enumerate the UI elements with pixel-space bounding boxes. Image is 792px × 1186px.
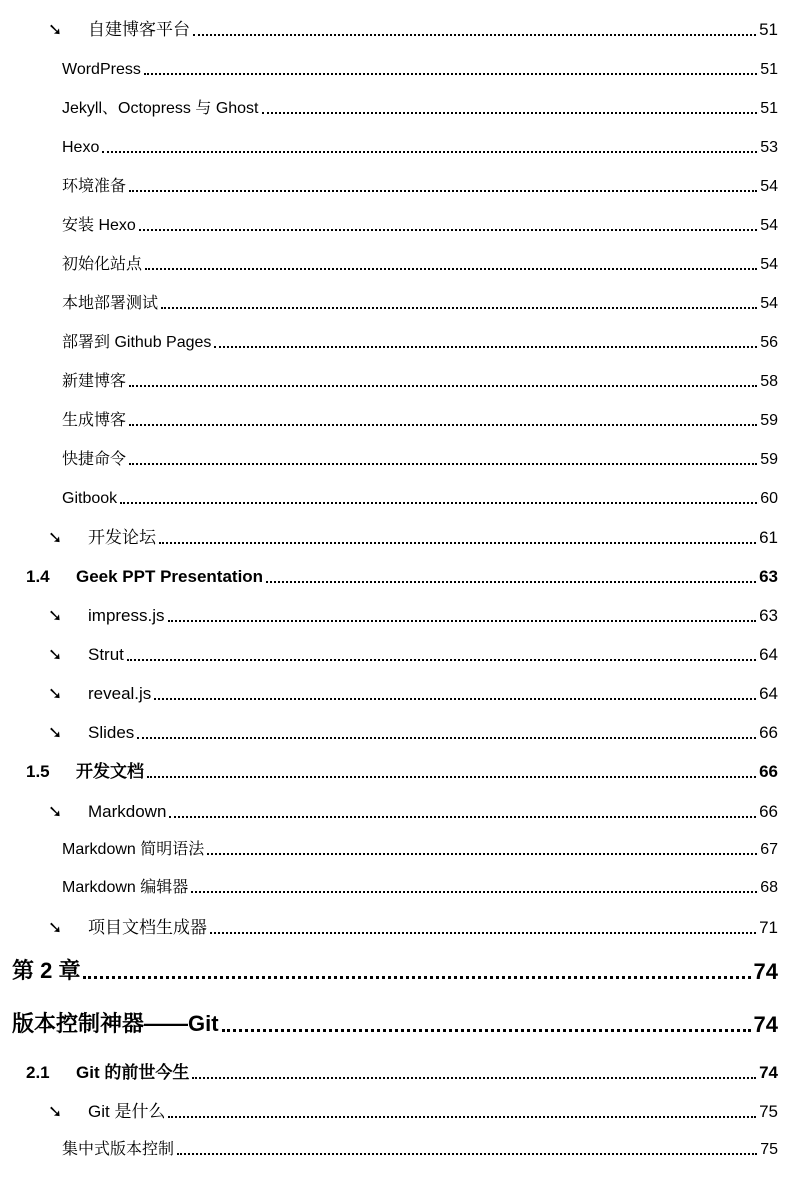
toc-entry[interactable]: [0, 328, 792, 352]
toc-page-number: 75: [760, 1141, 778, 1158]
toc-page-number: 64: [759, 684, 778, 703]
toc-page-number: 54: [760, 217, 778, 234]
toc-page-number: 53: [760, 139, 778, 156]
dot-leader: [129, 463, 757, 465]
toc-entry-title: 初始化站点: [62, 256, 143, 273]
toc-entry-title: 开发文档: [76, 762, 144, 781]
dot-leader: [210, 932, 756, 934]
dot-leader: [154, 698, 756, 700]
toc-entry-title: Strut: [88, 645, 124, 664]
toc-entry-title: 版本控制神器——Git: [12, 1011, 219, 1036]
toc-entry[interactable]: [0, 406, 792, 430]
dot-leader: [168, 1116, 756, 1118]
arrow-bullet-icon: ➘: [48, 802, 63, 821]
toc-entry-title: WordPress: [62, 61, 141, 78]
toc-page-number: 74: [753, 1012, 778, 1037]
toc-page-number: 75: [759, 1102, 778, 1121]
toc-page-number: 74: [753, 959, 778, 984]
toc-entry-title: Hexo: [62, 139, 100, 156]
toc-entry[interactable]: [0, 1006, 792, 1038]
toc-entry[interactable]: [0, 600, 792, 626]
toc-entry[interactable]: [0, 250, 792, 274]
toc-page-number: 60: [760, 490, 778, 507]
toc-page-number: 68: [760, 879, 778, 896]
toc-entry[interactable]: [0, 55, 792, 79]
toc-entry[interactable]: [0, 756, 792, 782]
toc-entry[interactable]: [0, 211, 792, 235]
toc-entry[interactable]: [0, 835, 792, 859]
toc-entry[interactable]: [0, 1057, 792, 1083]
toc-page-number: 66: [759, 723, 778, 742]
toc-entry-title: 第 2 章: [12, 958, 81, 983]
toc-entry[interactable]: [0, 289, 792, 313]
toc-page-number: 71: [759, 918, 778, 937]
dot-leader: [266, 581, 756, 583]
toc-page-number: 51: [760, 61, 778, 78]
toc-entry[interactable]: [0, 912, 792, 938]
toc-entry[interactable]: [0, 639, 792, 665]
toc-entry-title: 环境准备: [62, 178, 127, 195]
dot-leader: [214, 346, 757, 348]
dot-leader: [161, 307, 757, 309]
toc-page-number: 54: [760, 295, 778, 312]
toc-entry[interactable]: [0, 484, 792, 508]
dot-leader: [129, 190, 757, 192]
toc-page-number: 63: [759, 606, 778, 625]
toc-entry[interactable]: [0, 172, 792, 196]
dot-leader: [262, 112, 758, 114]
section-number: 1.5: [26, 762, 50, 781]
toc-entry[interactable]: [0, 14, 792, 40]
dot-leader: [222, 1029, 751, 1032]
toc-entry[interactable]: [0, 522, 792, 548]
toc-page-number: 51: [759, 20, 778, 39]
dot-leader: [129, 385, 757, 387]
toc-page-number: 51: [760, 100, 778, 117]
dot-leader: [147, 776, 756, 778]
toc-entry[interactable]: [0, 717, 792, 743]
toc-entry-title: 开发论坛: [88, 528, 156, 547]
dot-leader: [139, 229, 757, 231]
toc-entry-title: 安装 Hexo: [62, 217, 136, 234]
toc-entry-title: 项目文档生成器: [88, 918, 207, 937]
dot-leader: [145, 268, 757, 270]
toc-entry[interactable]: [0, 445, 792, 469]
toc-entry-title: Git 是什么: [88, 1102, 166, 1121]
dot-leader: [144, 73, 757, 75]
dot-leader: [120, 502, 757, 504]
toc-entry-title: impress.js: [88, 606, 165, 625]
toc-page-number: 63: [759, 567, 778, 586]
dot-leader: [193, 34, 756, 36]
toc-entry-title: 生成博客: [62, 412, 127, 429]
dot-leader: [169, 816, 756, 818]
dot-leader: [137, 737, 756, 739]
toc-entry-title: reveal.js: [88, 684, 152, 703]
toc-page-number: 74: [759, 1063, 778, 1082]
arrow-bullet-icon: ➘: [48, 606, 63, 625]
dot-leader: [207, 853, 757, 855]
arrow-bullet-icon: ➘: [48, 684, 63, 703]
toc-entry[interactable]: [0, 873, 792, 897]
toc-entry[interactable]: [0, 678, 792, 704]
toc-entry-title: Geek PPT Presentation: [76, 567, 264, 586]
toc-page-number: 54: [760, 178, 778, 195]
arrow-bullet-icon: ➘: [48, 918, 63, 937]
toc-entry-title: Gitbook: [62, 490, 118, 507]
dot-leader: [127, 659, 756, 661]
toc-page-number: 61: [759, 528, 778, 547]
toc-entry-title: Jekyll、Octopress 与 Ghost: [62, 100, 259, 117]
arrow-bullet-icon: ➘: [48, 645, 63, 664]
toc-page-number: 66: [759, 802, 778, 821]
arrow-bullet-icon: ➘: [48, 1102, 63, 1121]
toc-entry-title: Markdown 编辑器: [62, 879, 189, 896]
toc-entry-title: 部署到 Github Pages: [62, 334, 212, 351]
toc-entry[interactable]: [0, 796, 792, 822]
toc-page-number: 67: [760, 841, 778, 858]
toc-page-number: 56: [760, 334, 778, 351]
toc-entry-title: 快捷命令: [62, 451, 127, 468]
toc-page-number: 58: [760, 373, 778, 390]
dot-leader: [168, 620, 757, 622]
toc-entry-title: 新建博客: [62, 373, 127, 390]
toc-entry-title: 集中式版本控制: [62, 1141, 175, 1158]
section-number: 1.4: [26, 567, 50, 586]
dot-leader: [129, 424, 757, 426]
toc-entry[interactable]: [0, 561, 792, 587]
toc-entry[interactable]: [0, 94, 792, 118]
toc-entry-title: 本地部署测试: [62, 295, 159, 312]
dot-leader: [177, 1153, 757, 1155]
dot-leader: [102, 151, 757, 153]
section-number: 2.1: [26, 1063, 50, 1082]
toc-entry[interactable]: [0, 1135, 792, 1159]
toc-page-number: 64: [759, 645, 778, 664]
toc-entry-title: 自建博客平台: [88, 20, 190, 39]
arrow-bullet-icon: ➘: [48, 528, 63, 547]
arrow-bullet-icon: ➘: [48, 20, 63, 39]
toc-entry[interactable]: [0, 953, 792, 985]
toc-entry-title: Markdown: [88, 802, 167, 821]
toc-entry[interactable]: [0, 133, 792, 157]
dot-leader: [192, 1077, 756, 1079]
arrow-bullet-icon: ➘: [48, 723, 63, 742]
dot-leader: [159, 542, 756, 544]
toc-entry-title: Slides: [88, 723, 135, 742]
toc-page-number: 66: [759, 762, 778, 781]
dot-leader: [191, 891, 757, 893]
toc-page-number: 54: [760, 256, 778, 273]
toc-entry-title: Markdown 简明语法: [62, 841, 205, 858]
toc-entry-title: Git 的前世今生: [76, 1063, 190, 1082]
toc-page-number: 59: [760, 412, 778, 429]
dot-leader: [83, 976, 750, 979]
toc-page-number: 59: [760, 451, 778, 468]
toc-entry[interactable]: [0, 1096, 792, 1122]
toc-entry[interactable]: [0, 367, 792, 391]
